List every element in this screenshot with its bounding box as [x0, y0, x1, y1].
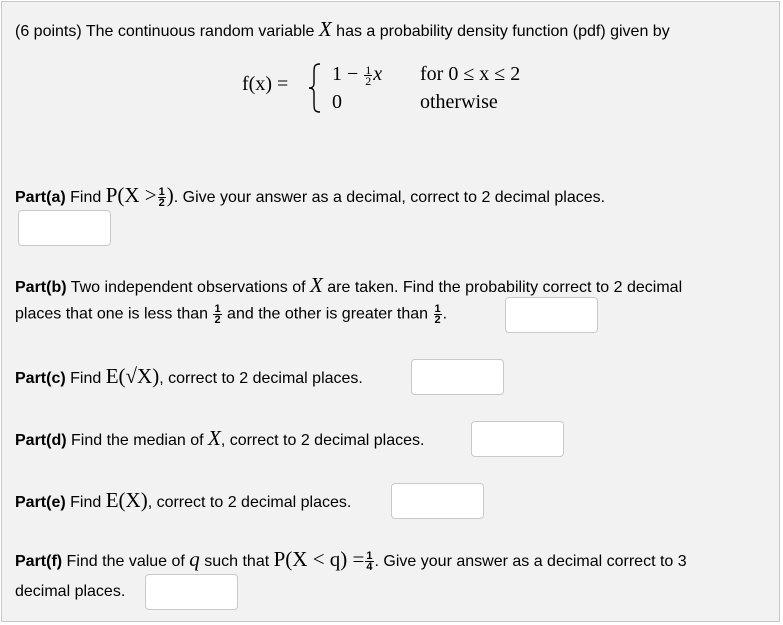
intro-text: (6 points) The continuous random variable X has a probability density function (pdf) given by	[15, 17, 670, 41]
part-d-answer-input[interactable]	[471, 421, 564, 457]
part-f-answer-input[interactable]	[145, 574, 238, 610]
part-c-text: Part(c) Find E(√X), correct to 2 decimal places.	[15, 364, 363, 388]
part-e-text: Part(e) Find E(X), correct to 2 decimal places.	[15, 488, 352, 512]
part-a-text: Part(a) Find P(X > $\frac{1}{2}$ ). Give your answer as a decimal, correct to 2 decimal places.	[15, 183, 606, 210]
part-f-text-line2: decimal places.	[15, 583, 126, 600]
question-panel	[1, 1, 780, 622]
case2-expr: 0	[332, 91, 342, 113]
case1-expr: 1 − $\frac{1}{2}$ x	[332, 62, 383, 88]
variable-x: X	[318, 17, 332, 41]
part-c-answer-input[interactable]	[411, 359, 504, 395]
case2-condition: otherwise	[420, 91, 498, 113]
part-e-answer-input[interactable]	[391, 483, 484, 519]
brace	[308, 63, 322, 113]
part-a-answer-input[interactable]	[18, 210, 111, 246]
part-d-text: Part(d) Find the median of X, correct to 2 decimal places.	[15, 426, 425, 450]
part-b-answer-input[interactable]	[505, 297, 598, 333]
pdf-lhs: f(x) =	[242, 73, 289, 95]
part-b-text-line2: places that one is less than $\frac{1}{2}$ and the other is greater than $\frac{1}{2}$ .	[15, 303, 448, 326]
part-b-text-line1: Part(b) Two independent observations of X are taken. Find the probability correct to 2 decimal	[15, 273, 683, 297]
case1-condition: for 0 ≤ x ≤ 2	[420, 63, 521, 85]
part-f-text-line1: Part(f) Find the value of q such that P(X < q) = $\frac{1}{4}$ . Give your answer as a decimal correct to 3	[15, 547, 687, 574]
